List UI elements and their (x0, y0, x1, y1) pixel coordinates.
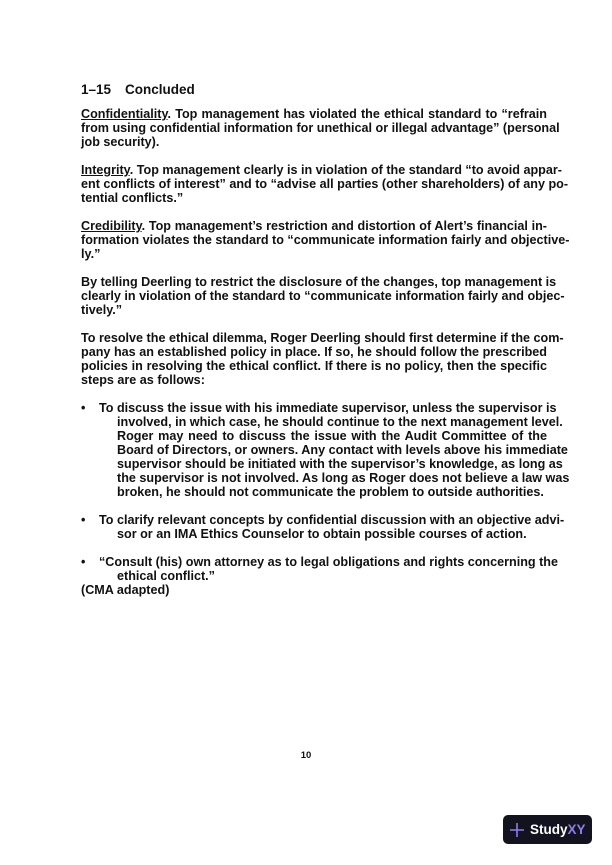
paragraph (81, 107, 560, 149)
text-line: supervisor should be initiated with the supervisor’s knowledge, as long as (117, 457, 563, 471)
bullet-item (81, 401, 570, 499)
bullet-item (81, 555, 559, 583)
paragraph (81, 219, 570, 261)
text-line: clearly in violation of the standard to “communicate information fairly and objec- (81, 289, 565, 303)
source-note: (CMA adapted) (81, 583, 170, 597)
term-label: Integrity (81, 163, 130, 177)
paragraph (81, 275, 565, 317)
bullet-icon: • (81, 401, 86, 415)
text-line: tively.” (81, 303, 123, 317)
text-line (81, 107, 547, 121)
text-line: pany has an established policy in place. If so, he should follow the prescribed (81, 345, 547, 359)
text-line: involved, in which case, he should continue to the next management level. (117, 415, 563, 429)
plus-icon (509, 822, 525, 838)
line-text: . Top management has violated the ethical standard to “refrain (167, 107, 547, 121)
text-line: Board of Directors, or owners. Any contact with levels above his immediate (117, 443, 568, 457)
text-line: By telling Deerling to restrict the disclosure of the changes, top management is (81, 275, 557, 289)
text-line: ly.” (81, 247, 101, 261)
line-text: . Top management’s restriction and distortion of Alert’s financial in- (141, 219, 547, 233)
paragraph (81, 331, 564, 387)
page-number: 10 (300, 750, 312, 761)
section-number: 1–15 (81, 82, 112, 97)
term-label: Confidentiality (81, 107, 168, 121)
text-line: policies in resolving the ethical conflict. If there is no policy, then the specific (81, 359, 547, 373)
text-line: from using confidential information for unethical or illegal advantage” (personal (81, 121, 560, 135)
term-label: Credibility (81, 219, 142, 233)
text-line: broken, he should not communicate the problem to outside authorities. (117, 485, 544, 499)
text-line: ent conflicts of interest” and to “advise all parties (other shareholders) of any po- (81, 177, 569, 191)
bullet-icon: • (81, 513, 86, 527)
document-body (81, 107, 570, 597)
text-line (81, 163, 562, 177)
text-line: tential conflicts.” (81, 191, 184, 205)
text-line: formation violates the standard to “communicate information fairly and objective- (81, 233, 570, 247)
text-line: To resolve the ethical dilemma, Roger Deerling should first determine if the com- (81, 331, 564, 345)
text-line: To clarify relevant concepts by confidential discussion with an objective advi- (99, 513, 565, 527)
section-heading (81, 82, 195, 97)
line-text: . Top management clearly is in violation of the standard “to avoid appar- (129, 163, 562, 177)
text-line: the supervisor is not involved. As long as Roger does not believe a law was (117, 471, 570, 485)
paragraph (81, 163, 569, 205)
studyxy-logo (503, 815, 592, 844)
text-line: ethical conflict.” (117, 569, 215, 583)
text-line: “Consult (his) own attorney as to legal obligations and rights concerning the (99, 555, 559, 569)
text-line: job security). (81, 135, 160, 149)
text-line: steps are as follows: (81, 373, 205, 387)
text-line: Roger may need to discuss the issue with the Audit Committee of the (117, 429, 547, 443)
logo-text: StudyXY (530, 822, 586, 837)
section-title: Concluded (125, 82, 195, 97)
text-line: To discuss the issue with his immediate supervisor, unless the supervisor is (99, 401, 557, 415)
text-line (81, 219, 547, 233)
bullet-icon: • (81, 555, 86, 569)
bullet-item (81, 513, 565, 541)
text-line: sor or an IMA Ethics Counselor to obtain possible courses of action. (117, 527, 527, 541)
